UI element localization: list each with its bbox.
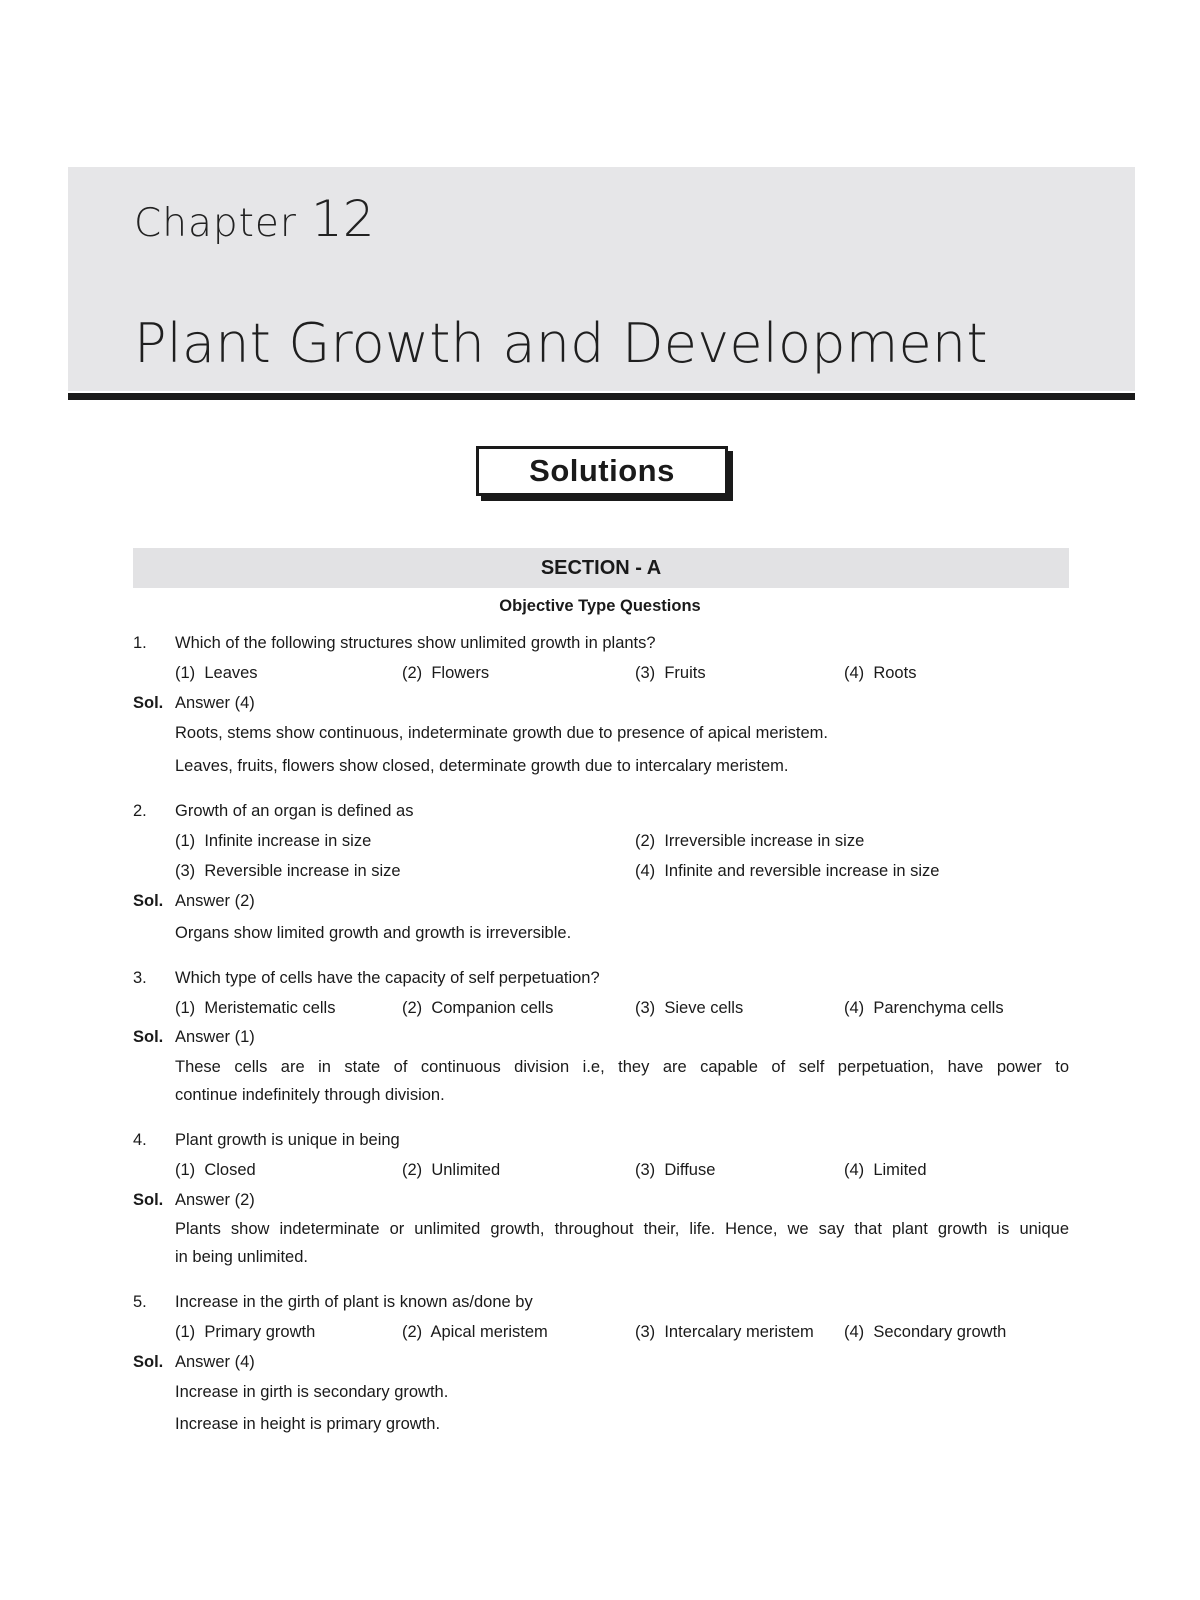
option bbox=[175, 998, 335, 1018]
question-text: Increase in the girth of plant is known as/done by bbox=[175, 1293, 533, 1311]
option-text: Flowers bbox=[431, 664, 490, 682]
option-text: Reversible increase in size bbox=[204, 862, 401, 880]
option-number: (3) bbox=[635, 1161, 656, 1179]
answer: Answer (4) bbox=[175, 694, 255, 712]
option bbox=[635, 663, 706, 683]
chapter-title: Plant Growth and Development bbox=[134, 312, 988, 375]
option-text: Intercalary meristem bbox=[664, 1323, 814, 1341]
question-text: Plant growth is unique in being bbox=[175, 1131, 400, 1149]
option-number: (2) bbox=[402, 999, 423, 1017]
option bbox=[175, 1322, 315, 1342]
explanation-line: Increase in girth is secondary growth. bbox=[175, 1383, 449, 1401]
subheading: Objective Type Questions bbox=[499, 597, 701, 615]
option-text: Apical meristem bbox=[430, 1323, 548, 1341]
option-text: Unlimited bbox=[431, 1161, 501, 1179]
option-number: (3) bbox=[175, 862, 196, 880]
explanation-line: Increase in height is primary growth. bbox=[175, 1415, 441, 1433]
question-number: 3. bbox=[133, 969, 147, 987]
option-number: (4) bbox=[844, 664, 865, 682]
option-text: Meristematic cells bbox=[204, 999, 336, 1017]
question-number: 2. bbox=[133, 802, 147, 820]
option-text: Irreversible increase in size bbox=[664, 832, 865, 850]
section-label: SECTION - A bbox=[540, 556, 662, 579]
question-text: Growth of an organ is defined as bbox=[175, 802, 414, 820]
sol-label: Sol. bbox=[133, 1028, 164, 1046]
option-text: Fruits bbox=[664, 664, 706, 682]
option bbox=[635, 1322, 814, 1342]
option-number: (2) bbox=[402, 1323, 423, 1341]
section-bar bbox=[133, 548, 1069, 588]
option-text: Parenchyma cells bbox=[873, 999, 1004, 1017]
option bbox=[844, 1160, 927, 1180]
option bbox=[402, 1160, 500, 1180]
option-text: Secondary growth bbox=[873, 1323, 1007, 1341]
option bbox=[175, 663, 258, 683]
option-text: Roots bbox=[873, 664, 917, 682]
option bbox=[844, 998, 1004, 1018]
explanation-line: These cells are in state of continuous division i.e, they are capable of self perpetuation, have power to bbox=[175, 1058, 1069, 1076]
answer: Answer (2) bbox=[175, 892, 255, 910]
option bbox=[635, 1160, 715, 1180]
option-number: (1) bbox=[175, 832, 196, 850]
sol-label: Sol. bbox=[133, 892, 164, 910]
question-text: Which of the following structures show unlimited growth in plants? bbox=[175, 634, 656, 652]
option bbox=[635, 861, 940, 881]
option-text: Primary growth bbox=[204, 1323, 316, 1341]
option bbox=[844, 1322, 1006, 1342]
solutions-box bbox=[476, 446, 728, 496]
option bbox=[175, 831, 371, 851]
option-number: (2) bbox=[635, 832, 656, 850]
option-number: (4) bbox=[844, 1323, 865, 1341]
option-text: Infinite increase in size bbox=[204, 832, 372, 850]
option-text: Companion cells bbox=[431, 999, 554, 1017]
explanation-line: in being unlimited. bbox=[175, 1248, 308, 1266]
chapter-word: Chapter bbox=[134, 201, 297, 246]
option-number: (3) bbox=[635, 999, 656, 1017]
question-text: Which type of cells have the capacity of self perpetuation? bbox=[175, 969, 600, 987]
answer: Answer (2) bbox=[175, 1191, 255, 1209]
option bbox=[402, 998, 553, 1018]
option bbox=[402, 1322, 548, 1342]
option-number: (2) bbox=[402, 664, 423, 682]
option-number: (4) bbox=[844, 1161, 865, 1179]
sol-label: Sol. bbox=[133, 1191, 164, 1209]
explanation-line: Roots, stems show continuous, indeterminate growth due to presence of apical meristem. bbox=[175, 724, 828, 742]
explanation-line: Leaves, fruits, flowers show closed, determinate growth due to intercalary meristem. bbox=[175, 757, 789, 775]
sol-label: Sol. bbox=[133, 694, 164, 712]
answer: Answer (4) bbox=[175, 1353, 255, 1371]
option-number: (1) bbox=[175, 1161, 196, 1179]
option-number: (1) bbox=[175, 664, 196, 682]
answer: Answer (1) bbox=[175, 1028, 255, 1046]
option bbox=[175, 861, 401, 881]
option-text: Leaves bbox=[204, 664, 258, 682]
header-rule bbox=[68, 393, 1135, 400]
option-number: (4) bbox=[635, 862, 656, 880]
option-text: Limited bbox=[873, 1161, 927, 1179]
option-number: (2) bbox=[402, 1161, 423, 1179]
explanation-line: Plants show indeterminate or unlimited growth, throughout their, life. Hence, we say that plant growth is unique bbox=[175, 1220, 1069, 1238]
option-text: Infinite and reversible increase in size bbox=[664, 862, 940, 880]
option bbox=[844, 663, 916, 683]
option bbox=[402, 663, 489, 683]
chapter-number: 12 bbox=[310, 190, 375, 248]
explanation-line: continue indefinitely through division. bbox=[175, 1086, 445, 1104]
option-number: (1) bbox=[175, 999, 196, 1017]
option-number: (4) bbox=[844, 999, 865, 1017]
option-text: Sieve cells bbox=[664, 999, 744, 1017]
option-text: Diffuse bbox=[664, 1161, 716, 1179]
question-number: 4. bbox=[133, 1131, 147, 1149]
option bbox=[175, 1160, 256, 1180]
solutions-label: Solutions bbox=[529, 453, 675, 488]
option-number: (1) bbox=[175, 1323, 196, 1341]
sol-label: Sol. bbox=[133, 1353, 164, 1371]
question-number: 5. bbox=[133, 1293, 147, 1311]
option-number: (3) bbox=[635, 1323, 656, 1341]
question-number: 1. bbox=[133, 634, 147, 652]
explanation-line: Organs show limited growth and growth is irreversible. bbox=[175, 924, 572, 942]
option-text: Closed bbox=[204, 1161, 256, 1179]
chapter-label bbox=[134, 190, 375, 248]
option bbox=[635, 831, 864, 851]
option-number: (3) bbox=[635, 664, 656, 682]
option bbox=[635, 998, 743, 1018]
